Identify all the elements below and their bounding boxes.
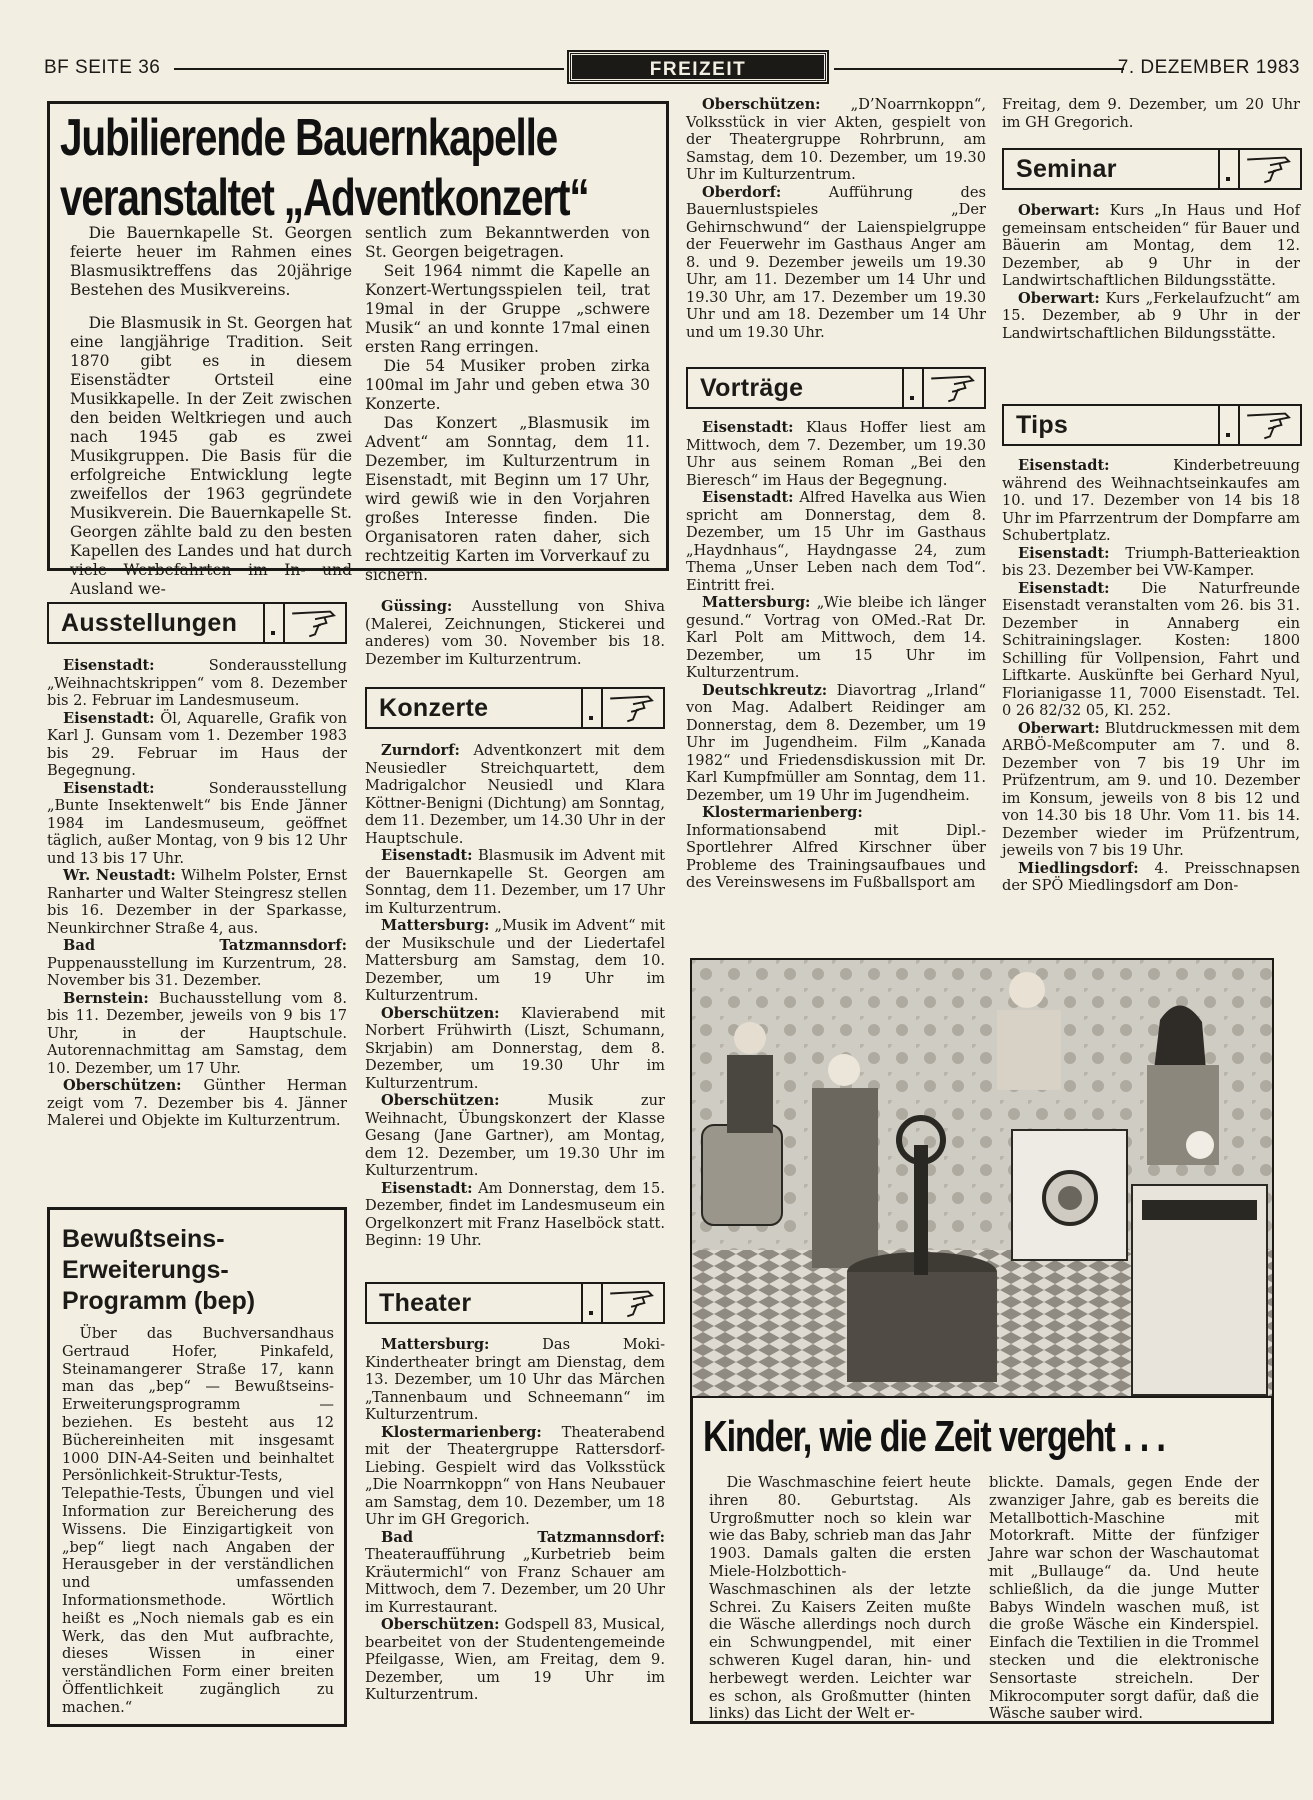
entry-text: Informationsabend mit Dipl.-Sportlehrer Alfred Kirschner über Probleme des Trainingsaufbaues und des Vereinswesens im Fußballsport am — [686, 821, 986, 891]
list-item — [1002, 290, 1300, 343]
list-item — [365, 1180, 665, 1250]
list-item — [47, 780, 347, 868]
guessing-entry — [365, 598, 665, 668]
konzerte-list — [365, 742, 665, 1250]
entry-text: Das Moki-Kindertheater bringt am Dienstag, dem 13. Dezember, um 10 Uhr das Märchen „Tannenbaum und Schneemann“ im Kulturzentrum. — [365, 1336, 665, 1423]
section-marker — [902, 369, 924, 407]
entry-text: Aufführung des Bauernlustspieles „Der Gehirnschwund“ der Laienspielgruppe der Feuerwehr im Gasthaus Anger am 8. und 9. Dezember jeweils um 19.30 Uhr, am 11. Dezember um 14 Uhr und 19.30 Uhr, am 17. Dezember um 19.30 Uhr und am 18. Dezember um 14 Uhr und um 19.30 Uhr. — [686, 183, 986, 341]
entry-place: Bad Tatzmannsdorf: — [381, 1528, 665, 1546]
entry-place: Mattersburg: — [381, 1336, 490, 1353]
section-badge: FREIZEIT — [569, 52, 827, 82]
kinder-col-1 — [709, 1474, 971, 1723]
section-marker — [1218, 150, 1240, 188]
entry-place: Oberschützen: — [381, 1004, 500, 1022]
list-item — [686, 594, 986, 682]
entry-text: Sonderausstellung „Bunte Insektenwelt“ bis Ende Jänner 1984 im Landesmuseum, geöffnet täglich, außer Montag, von 9 bis 12 Uhr und 13 bis 17 Uhr. — [47, 779, 347, 867]
bep-title — [62, 1224, 255, 1317]
section-label: Theater — [379, 1288, 472, 1317]
entry-place: Eisenstadt: — [381, 1179, 473, 1197]
entry-text: Kurs „In Haus und Hof gemeinsam entscheiden“ für Bauer und Bäuerin am Montag, dem 12. Dezember, ab 9 Uhr in der Landwirtschaftlichen Bildungsstätte. — [1002, 202, 1300, 289]
entry-text: Sonderausstellung „Weihnachtskrippen“ vom 8. Dezember bis 2. Februar im Landesmuseum. — [47, 657, 347, 709]
header-rule-left — [174, 68, 564, 70]
list-item — [1002, 580, 1300, 720]
entry-text: Günther Herman zeigt vom 7. Dezember bis 4. Jänner Malerei und Objekte im Kulturzentrum. — [47, 1077, 347, 1129]
entry-place: Eisenstadt: — [1018, 579, 1110, 597]
entry-place: Oberschützen: — [381, 1616, 500, 1633]
entry-text: „Musik im Advent“ mit der Musikschule und der Liedertafel Mattersburg am Samstag, dem 10. Dezember, um 19 Uhr im Kulturzentrum. — [365, 917, 665, 1004]
entry-text: Alfred Havelka aus Wien spricht am Donnerstag, dem 8. Dezember, um 15 Uhr im Gasthaus „Haydnhaus“, Haydngasse 24, zum Thema „Unser Leben nach dem Tod“. Eintritt frei. — [686, 489, 986, 594]
washing-machine-photo — [690, 958, 1274, 1398]
section-marker — [581, 689, 603, 727]
kinder-text: Die Waschmaschine feiert heute ihren 80. Geburtstag. Als Urgroßmutter noch so klein war wie das Baby, schrieb man das Jahr 1903. Damals galten die ersten Miele-Holzbottich-Waschmaschinen als der letzte Schrei. Zu Kaisers Zeiten mußte die Wäsche allerdings noch durch ein Schwungpendel, mit einer schweren Kugel daran, hin- und herbewegt werden. Leichter war es schon, als Großmutter (hinten links) das Licht der Welt er- — [709, 1474, 971, 1723]
tips-list — [1002, 457, 1300, 895]
entry-place: Mattersburg: — [381, 917, 490, 934]
entry-place: Oberschützen: — [63, 1077, 182, 1094]
section-label: Konzerte — [379, 693, 489, 722]
entry-place: Oberwart: — [1018, 719, 1100, 737]
pointing-hand-icon — [1240, 150, 1300, 188]
entry-place: Deutschkreutz: — [702, 681, 828, 699]
bep-title-line: Erweiterungs- — [62, 1256, 229, 1284]
entry-place: Oberwart: — [1018, 202, 1100, 219]
section-label: Tips — [1016, 410, 1069, 439]
wooden-tub-washer — [702, 1125, 782, 1225]
entry-text: Öl, Aquarelle, Grafik von Karl J. Gunsam vom 1. Dezember 1983 bis 29. Februar im Haus der Begegnung. — [47, 709, 347, 779]
section-marker — [1218, 406, 1240, 444]
lead-paragraph: sentlich zum Bekanntwerden von St. Georgen beigetragen. — [365, 224, 650, 261]
photo-illustration — [692, 960, 1272, 1396]
pointing-hand-icon — [603, 1284, 663, 1322]
modern-washer — [1132, 1185, 1267, 1395]
col4-top — [1002, 96, 1300, 131]
section-label: Ausstellungen — [61, 608, 238, 637]
entry-place: Klostermarienberg: — [381, 1423, 542, 1441]
kinder-text: blickte. Damals, gegen Ende der zwanziger Jahre, gab es bereits die Metallbottich-Maschine mit Motorkraft. Mitte der fünfziger Jahre war schon der Waschautomat mit „Bullauge“ da. Und heute schließlich, da die junge Mutter Babys Windeln waschen muß, ist die große Wäsche ein Kinderspiel. Einfach die Textilien in die Trommel stecken und die elektronische Sensortaste streicheln. Der Mikrocomputer sorgt dafür, daß die Wäsche sauber wird. — [989, 1474, 1259, 1723]
entry-place: Güssing: — [381, 598, 453, 615]
section-marker — [581, 1284, 603, 1322]
entry-place: Bad Tatzmannsdorf: — [63, 937, 347, 954]
list-item — [47, 710, 347, 780]
list-item — [365, 1005, 665, 1093]
ausstellungen-list — [47, 657, 347, 1130]
list-item — [686, 489, 986, 594]
pointing-hand-icon — [603, 689, 663, 727]
pointing-hand-icon — [1240, 406, 1300, 444]
entry-text: Am Donnerstag, dem 15. Dezember, findet im Landesmuseum ein Orgelkonzert mit Franz Haselböck statt. Beginn: 19 Uhr. — [365, 1179, 665, 1249]
bep-title-line: Bewußtseins- — [62, 1225, 225, 1253]
lead-paragraph: Die Bauernkapelle St. Georgen feierte heuer im Rahmen eines Blasmusiktreffens das 20jährige Bestehen des Musikvereins. — [70, 224, 352, 299]
front-loader — [1012, 1130, 1127, 1260]
entry-place: Eisenstadt: — [63, 657, 155, 674]
list-item — [365, 847, 665, 917]
lead-col-1 — [70, 224, 352, 599]
list-item — [1002, 860, 1300, 895]
entry-place: Klostermarienberg: — [702, 804, 863, 821]
entry-place: Eisenstadt: — [63, 709, 155, 727]
bep-box — [47, 1207, 347, 1727]
entry-text: Blasmusik im Advent mit der Bauernkapelle St. Georgen am Sonntag, dem 11. Dezember, um 17 Uhr im Kulturzentrum. — [365, 847, 665, 917]
entry-place: Wr. Neustadt: — [63, 867, 176, 884]
entry-place: Eisenstadt: — [381, 847, 473, 864]
entry-text: Blutdruckmessen mit dem ARBÖ-Meßcomputer am 7. und 8. Dezember von 7 bis 19 Uhr im Prüfzentrum, am 9. und 10. Dezember im Konsum, jeweils von 8 bis 12 und von 14.30 bis 18 Uhr. Vom 11. bis 14. Dezember wieder im Prüfzentrum, jeweils von 7 bis 19 Uhr. — [1002, 719, 1300, 859]
entry-text: Die Naturfreunde Eisenstadt veranstalten vom 26. bis 31. Dezember in Annaberg ein Schitrainingslager. Kosten: 1800 Schilling für Vollpension, Fahrt und Liftkarte. Auskünfte bei Gerhard Nyul, Florianigasse 11, 7000 Eisenstadt. Tel. 0 26 82/32 05, Kl. 252. — [1002, 579, 1300, 719]
lead-headline-line2: veranstaltet „Adventkonzert“ — [60, 169, 589, 227]
entry-text: Diavortrag „Irland“ von Mag. Adalbert Reidinger am Donnerstag, dem 8. Dezember, um 19 Uhr im Jugendheim. Film „Kanada 1982“ und Friedensdiskussion mit Dr. Karl Kumpfmüller am Sonntag, dem 11. Dezember, um 19 Uhr im Jugendheim. — [686, 681, 986, 804]
list-item — [47, 867, 347, 937]
list-item — [686, 96, 986, 184]
col3-top-list — [686, 96, 986, 341]
list-item — [365, 917, 665, 1005]
section-header-vortraege — [686, 367, 986, 409]
page-number: BF SEITE 36 — [44, 57, 161, 78]
entry-place: Oberschützen: — [702, 96, 821, 113]
entry-place: Miedlingsdorf: — [1018, 859, 1139, 877]
kinder-title: Kinder, wie die Zeit vergeht . . . — [703, 1412, 1165, 1461]
kinder-headline — [703, 1412, 1313, 1462]
entry-text: Ausstellung von Shiva (Malerei, Zeichnungen, Stickerei und anderes) vom 30. November bis 18. Dezember im Kulturzentrum. — [365, 598, 665, 668]
entry-place: Eisenstadt: — [1018, 457, 1110, 474]
section-header-theater — [365, 1282, 665, 1324]
lead-paragraph: Seit 1964 nimmt die Kapelle an Konzert-Wertungsspielen teil, trat 19mal in der Gruppe „schwere Musik“ an und konnte 17mal einen ersten Rang erringen. — [365, 262, 650, 356]
kinder-col-2 — [989, 1474, 1259, 1723]
list-item — [47, 1077, 347, 1130]
lead-headline-line1: Jubilierende Bauernkapelle — [60, 109, 558, 167]
entry-place: Oberschützen: — [381, 1092, 500, 1109]
pointing-hand-icon — [285, 604, 345, 642]
entry-place: Oberdorf: — [702, 183, 782, 201]
list-item — [365, 742, 665, 847]
entry-text: Kurs „Ferkelaufzucht“ am 15. Dezember, ab 9 Uhr in der Landwirtschaftlichen Bildungsstätte. — [1002, 289, 1300, 342]
list-item — [365, 1092, 665, 1180]
lead-article — [47, 101, 669, 598]
list-item — [365, 1529, 665, 1617]
entry-text: Triumph-Batterieaktion bis 23. Dezember bei VW-Kamper. — [1002, 544, 1300, 579]
entry-text: „Wie bleibe ich länger gesund.“ Vortrag von OMed.-Rat Dr. Karl Polt am Mittwoch, dem 14. Dezember, um 15 Uhr im Kulturzentrum. — [686, 594, 986, 681]
section-header-tips — [1002, 404, 1302, 446]
section-header-konzerte — [365, 687, 665, 729]
vortraege-list — [686, 419, 986, 892]
entry-place: Bernstein: — [63, 989, 149, 1007]
entry-text: Klaus Hoffer liest am Mittwoch, dem 7. Dezember, um 19.30 Uhr aus seinem Roman „Bei den Bieresch“ im Haus der Begegnung. — [686, 419, 986, 489]
lead-paragraph: Das Konzert „Blasmusik im Advent“ am Sonntag, dem 11. Dezember, im Kulturzentrum in Eisenstadt, mit Beginn um 17 Uhr, wird gewiß wie in den Vorjahren großes Interesse finden. Die Organisatoren raten daher, sich rechtzeitig Karten im Vorverkauf zu sichern. — [365, 414, 650, 584]
header-rule-right — [834, 68, 1124, 70]
entry-text: Kinderbetreuung während des Weihnachtseinkaufes am 10. und 17. Dezember von 14 bis 18 Uhr im Pfarrzentrum der Dompfarre am Schubertplatz. — [1002, 457, 1300, 544]
bep-text: Über das Buchversandhaus Gertraud Hofer, Pinkafeld, Steinamangerer Straße 17, kann man das „bep“ — Bewußtseins-Erweiterungsprogramm — beziehen. Es besteht aus 12 Büchereinheiten mit insgesamt 1000 DIN-A4-Seiten und beinhaltet Persönlichkeit-Struktur-Tests, Telepathie-Tests, Übungen und viel Information zur Bereicherung des Wissens. Die Einzigartigkeit von „bep“ liegt nach Angaben der Herausgeber in der verständlichen und umfassenden Informationsmethode. Wörtlich heißt es „Noch niemals gab es ein Werk, das den Mut aufbrachte, dieses Wissen in einer verständlichen Form einer breiten Öffentlichkeit zugänglich zu machen.“ — [62, 1325, 334, 1716]
list-item — [1002, 457, 1300, 545]
lead-paragraph: Die 54 Musiker proben zirka 100mal im Jahr und geben etwa 30 Konzerte. — [365, 357, 650, 413]
list-item — [1002, 545, 1300, 580]
entry-text: „D’Noarrnkoppn“, Volksstück in vier Akten, gespielt von der Theatergruppe Rohrbrunn, am Samstag, dem 10. Dezember, um 19.30 Uhr im Kulturzentrum. — [686, 96, 986, 183]
list-item — [365, 1336, 665, 1424]
list-item — [365, 1424, 665, 1529]
list-item — [686, 184, 986, 342]
continuation-text: Freitag, dem 9. Dezember, um 20 Uhr im GH Gregorich. — [1002, 96, 1300, 131]
theater-list — [365, 1336, 665, 1704]
lead-paragraph: Die Blasmusik in St. Georgen hat eine langjährige Tradition. Seit 1870 gibt es in diesem Eisenstädter Ortsteil eine Musikkapelle. In der Zeit zwischen den beiden Weltkriegen und auch nach 1945 gab es zwei Musikgruppen. Die Basis für die erfolgreiche Entwicklung legte zweifellos der 1963 gegründete Musikverein. Die Bauernkapelle St. Georgen zählte bald zu den besten Kapellen des Landes und hat durch viele Werbefahrten im In- und Ausland we- — [70, 314, 352, 598]
entry-text: Wilhelm Polster, Ernst Ranharter und Walter Steingresz stellen bis 16. Dezember in der Sparkasse, Neunkirchner Straße 4, aus. — [47, 867, 347, 937]
entry-place: Eisenstadt: — [1018, 544, 1110, 562]
list-item — [365, 598, 665, 668]
page-header — [44, 52, 1300, 86]
section-label: Seminar — [1016, 154, 1117, 183]
bep-text-column — [62, 1325, 334, 1717]
entry-place: Eisenstadt: — [63, 779, 155, 797]
entry-place: Mattersburg: — [702, 594, 811, 611]
section-header-ausstellungen — [47, 602, 347, 644]
section-marker — [263, 604, 285, 642]
list-item — [365, 1616, 665, 1704]
entry-place: Oberwart: — [1018, 289, 1100, 307]
list-item — [686, 682, 986, 805]
kinder-article — [690, 1398, 1274, 1724]
list-item — [47, 657, 347, 710]
entry-place: Eisenstadt: — [702, 419, 794, 436]
list-item — [686, 804, 986, 892]
pointing-hand-icon — [924, 369, 984, 407]
page-date: 7. DEZEMBER 1983 — [1117, 57, 1300, 78]
lead-col-2 — [365, 224, 650, 585]
entry-text: 4. Preisschnapsen der SPÖ Miedlingsdorf am Don- — [1002, 859, 1300, 894]
list-item — [47, 990, 347, 1078]
list-item — [686, 419, 986, 489]
entry-text: Klavierabend mit Norbert Frühwirth (Liszt, Schumann, Skrjabin) am Donnerstag, dem 8. Dezember, um 19.30 Uhr im Kulturzentrum. — [365, 1004, 665, 1092]
list-item — [47, 937, 347, 990]
entry-text: Theateraufführung „Kurbetrieb beim Kräutermichl“ von Franz Schauer am Mittwoch, dem 7. Dezember, um 20 Uhr im Kurrestaurant. — [365, 1546, 665, 1616]
list-item — [1002, 202, 1300, 290]
section-label: Vorträge — [700, 373, 804, 402]
entry-text: Godspell 83, Musical, bearbeitet von der Studentengemeinde Pfeilgasse, Wien, am Freitag, dem 9. Dezember, um 19 Uhr im Kulturzentrum. — [365, 1616, 665, 1703]
entry-text: Adventkonzert mit dem Neusiedler Streichquartett, dem Madrigalchor Neusiedl und Klara Köttner-Benigni (Dichtung) am Sonntag, dem 11. Dezember, um 14.30 Uhr in der Hauptschule. — [365, 742, 665, 847]
seminar-list — [1002, 202, 1300, 342]
entry-text: Theaterabend mit der Theatergruppe Rattersdorf-Liebing. Gespielt wird das Volksstück „Die Noarrnkoppn“ von Hans Neubauer am Samstag, dem 10. Dezember, um 18 Uhr im GH Gregorich. — [365, 1423, 665, 1528]
entry-place: Eisenstadt: — [702, 489, 794, 506]
entry-text: Buchausstellung vom 8. bis 11. Dezember, jeweils von 9 bis 17 Uhr, in der Hauptschule. Autorennachmittag am Samstag, dem 10. Dezember, um 17 Uhr. — [47, 989, 347, 1077]
entry-text: Puppenausstellung im Kurzentrum, 28. November bis 31. Dezember. — [47, 954, 347, 989]
entry-text: Musik zur Weihnacht, Übungskonzert der Klasse Gesang (Jane Gartner), am Montag, dem 12. Dezember, um 19.30 Uhr im Kulturzentrum. — [365, 1092, 665, 1179]
entry-place: Zurndorf: — [381, 742, 460, 759]
bep-title-line: Programm (bep) — [62, 1287, 256, 1315]
section-header-seminar — [1002, 148, 1302, 190]
list-item — [1002, 720, 1300, 860]
